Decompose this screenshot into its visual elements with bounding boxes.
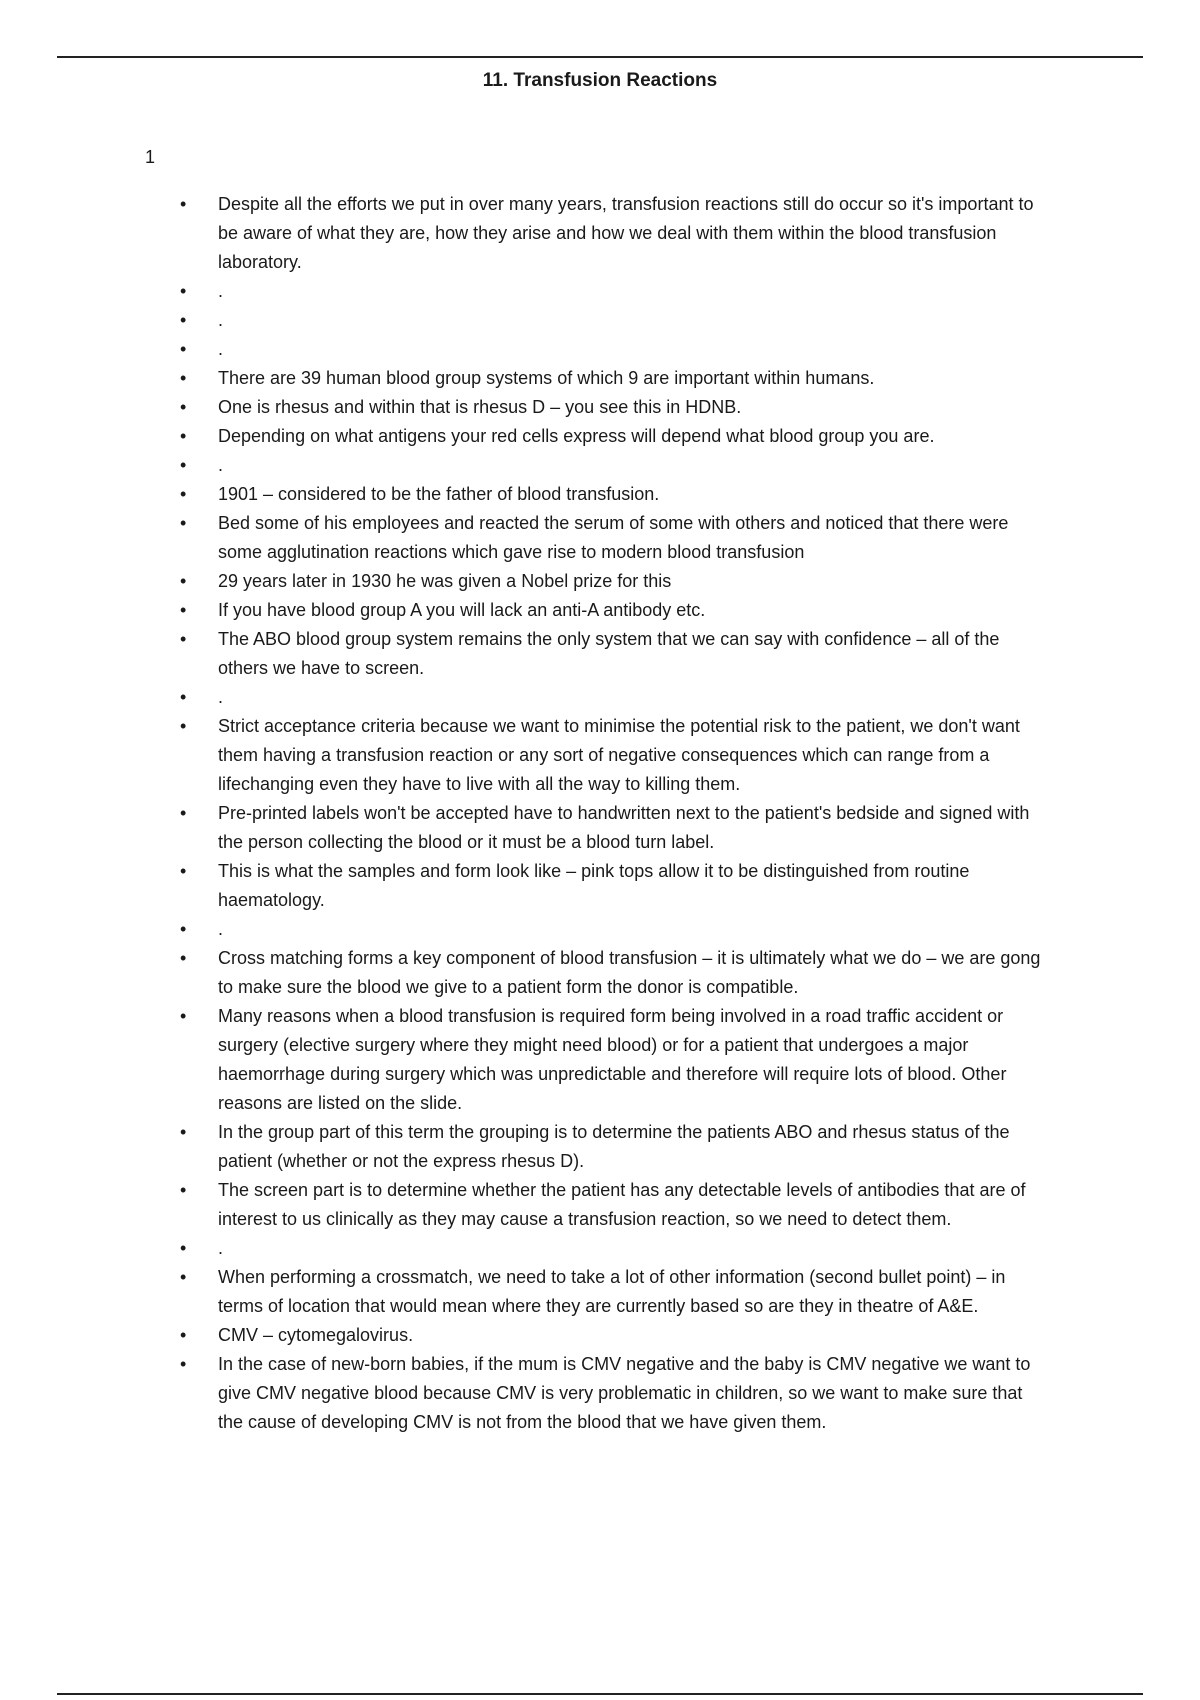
list-item — [180, 190, 1052, 277]
bullet-icon: • — [180, 426, 187, 446]
bullet-icon: • — [180, 1267, 187, 1287]
bullet-icon: • — [180, 455, 187, 475]
bullet-text: This is what the samples and form look like – pink tops allow it to be distinguished from routine haematology. — [218, 861, 970, 910]
bullet-text: In the group part of this term the grouping is to determine the patients ABO and rhesus status of the patient (whether or not the express rhesus D). — [218, 1122, 1010, 1171]
bullet-text: . — [218, 310, 224, 330]
bullet-text: The screen part is to determine whether the patient has any detectable levels of antibodies that are of interest to us clinically as they may cause a transfusion reaction, so we need to detect them. — [218, 1180, 1026, 1229]
list-item — [180, 364, 1052, 393]
bullet-icon: • — [180, 716, 187, 736]
bullet-icon: • — [180, 600, 187, 620]
section-number: 1 — [145, 147, 156, 167]
bullet-text: . — [218, 339, 224, 359]
list-item — [180, 451, 1052, 480]
list-item — [180, 683, 1052, 712]
bullet-icon: • — [180, 629, 187, 649]
bullet-text: . — [218, 1238, 224, 1258]
list-item — [180, 1263, 1052, 1321]
bullet-icon: • — [180, 919, 187, 939]
bullet-text: Many reasons when a blood transfusion is required form being involved in a road traffic accident or surgery (elective surgery where they might need blood) or for a patient that undergoes a major haemorrhage during surgery which was unpredictable and therefore will require lots of blood. Other reasons are listed on the slide. — [218, 1006, 1007, 1113]
bullet-icon: • — [180, 513, 187, 533]
document-title: 11. Transfusion Reactions — [482, 70, 718, 91]
bullet-text: There are 39 human blood group systems of which 9 are important within humans. — [218, 368, 875, 388]
bullet-icon: • — [180, 1006, 187, 1026]
list-item — [180, 944, 1052, 1002]
list-item — [180, 857, 1052, 915]
bullet-icon: • — [180, 571, 187, 591]
bullet-icon: • — [180, 397, 187, 417]
list-item — [180, 1234, 1052, 1263]
list-item — [180, 712, 1052, 799]
bullet-text: Cross matching forms a key component of blood transfusion – it is ultimately what we do – we are gong to make sure the blood we give to a patient form the donor is compatible. — [218, 948, 1041, 997]
bullet-icon: • — [180, 861, 187, 881]
bullet-text: . — [218, 919, 224, 939]
list-item — [180, 799, 1052, 857]
bullet-icon: • — [180, 484, 187, 504]
list-item — [180, 306, 1052, 335]
bullet-icon: • — [180, 368, 187, 388]
bullet-text: When performing a crossmatch, we need to take a lot of other information (second bullet point) – in terms of location that would mean where they are currently based so are they in theatre of A&E. — [218, 1267, 1006, 1316]
bullet-icon: • — [180, 948, 187, 968]
bullet-text: Pre-printed labels won't be accepted have to handwritten next to the patient's bedside and signed with the person collecting the blood or it must be a blood turn label. — [218, 803, 1030, 852]
list-item — [180, 277, 1052, 306]
list-item — [180, 393, 1052, 422]
bullet-icon: • — [180, 687, 187, 707]
list-item — [180, 335, 1052, 364]
bullet-text: . — [218, 455, 224, 475]
bullet-text: Despite all the efforts we put in over many years, transfusion reactions still do occur so it's important to be aware of what they are, how they arise and how we deal with them within the blood transfusion laboratory. — [218, 194, 1034, 272]
list-item — [180, 625, 1052, 683]
bullet-icon: • — [180, 310, 187, 330]
bullet-icon: • — [180, 1122, 187, 1142]
bullet-text: In the case of new-born babies, if the mum is CMV negative and the baby is CMV negative we want to give CMV negative blood because CMV is very problematic in children, so we want to make sure that the cause of developing CMV is not from the blood that we have given them. — [218, 1354, 1031, 1432]
bullet-text: If you have blood group A you will lack an anti-A antibody etc. — [218, 600, 706, 620]
bullet-icon: • — [180, 339, 187, 359]
list-item — [180, 480, 1052, 509]
bullet-icon: • — [180, 1354, 187, 1374]
top-divider — [57, 56, 1143, 58]
list-item — [180, 1321, 1052, 1350]
bullet-list — [180, 190, 1052, 1437]
list-item — [180, 567, 1052, 596]
bullet-text: 29 years later in 1930 he was given a Nobel prize for this — [218, 571, 672, 591]
bullet-text: . — [218, 281, 224, 301]
list-item — [180, 915, 1052, 944]
bottom-divider — [57, 1693, 1143, 1695]
bullet-text: One is rhesus and within that is rhesus D – you see this in HDNB. — [218, 397, 742, 417]
bullet-text: 1901 – considered to be the father of blood transfusion. — [218, 484, 660, 504]
bullet-icon: • — [180, 1325, 187, 1345]
list-item — [180, 509, 1052, 567]
bullet-icon: • — [180, 803, 187, 823]
list-item — [180, 1002, 1052, 1118]
bullet-icon: • — [180, 1180, 187, 1200]
bullet-text: The ABO blood group system remains the only system that we can say with confidence – all of the others we have to screen. — [218, 629, 1000, 678]
list-item — [180, 1118, 1052, 1176]
list-item — [180, 1350, 1052, 1437]
list-item — [180, 596, 1052, 625]
bullet-icon: • — [180, 194, 187, 214]
bullet-text: Depending on what antigens your red cells express will depend what blood group you are. — [218, 426, 935, 446]
bullet-icon: • — [180, 1238, 187, 1258]
bullet-text: . — [218, 687, 224, 707]
bullet-text: Strict acceptance criteria because we want to minimise the potential risk to the patient, we don't want them having a transfusion reaction or any sort of negative consequences which can range from a lifechanging even they have to live with all the way to killing them. — [218, 716, 1020, 794]
bullet-text: Bed some of his employees and reacted the serum of some with others and noticed that there were some agglutination reactions which gave rise to modern blood transfusion — [218, 513, 1009, 562]
list-item — [180, 1176, 1052, 1234]
list-item — [180, 422, 1052, 451]
bullet-icon: • — [180, 281, 187, 301]
bullet-text: CMV – cytomegalovirus. — [218, 1325, 414, 1345]
